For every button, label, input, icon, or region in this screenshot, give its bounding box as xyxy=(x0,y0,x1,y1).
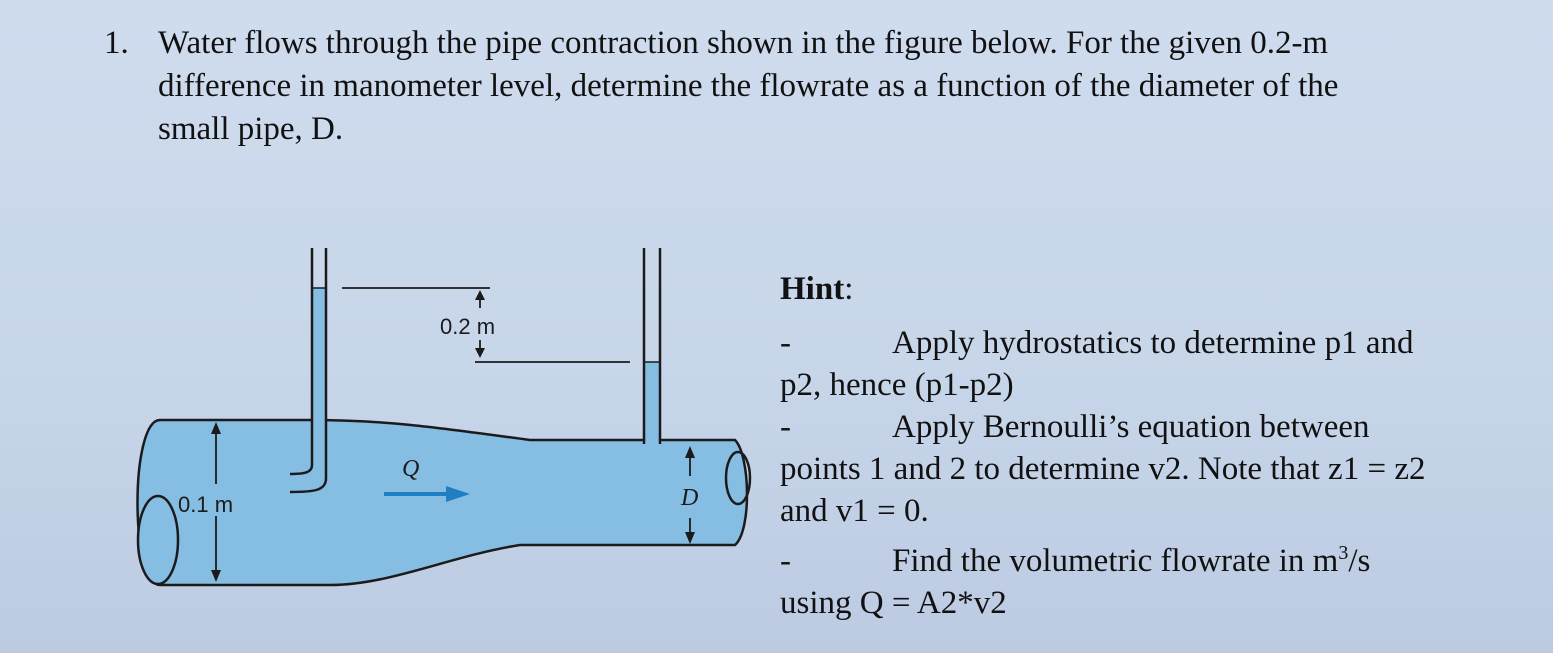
hint-text: /s xyxy=(1348,543,1371,579)
pipe-left-end xyxy=(138,496,178,584)
pipe-diagram xyxy=(130,240,770,600)
hint-colon: : xyxy=(844,271,854,307)
hint-item xyxy=(780,406,1520,532)
right-tube-water xyxy=(644,362,660,444)
hint-text: Apply Bernoulli’s equation between xyxy=(892,409,1370,445)
left-tube-water xyxy=(312,288,326,488)
hint-title-line xyxy=(780,268,1520,310)
small-diameter-label: D xyxy=(681,485,699,511)
pipe-contraction-figure xyxy=(130,240,770,600)
hint-text: and v1 = 0. xyxy=(780,493,929,529)
question-line: Water flows through the pipe contraction shown in the figure below. For the given 0.2-m xyxy=(158,25,1329,61)
hint-title: Hint xyxy=(780,271,845,307)
question-line: small pipe, D. xyxy=(158,111,344,147)
hint-text: using Q = A2*v2 xyxy=(780,585,1007,621)
question-line: difference in manometer level, determine the flowrate as a function of the diameter of the xyxy=(158,68,1339,104)
question-text xyxy=(158,22,1498,151)
hint-text: Find the volumetric flowrate in m xyxy=(892,543,1339,579)
hint-dash: - xyxy=(780,409,791,445)
hint-item xyxy=(780,322,1520,406)
hint-text: p2, hence (p1-p2) xyxy=(780,367,1014,403)
hint-superscript: 3 xyxy=(1338,542,1349,564)
hint-item xyxy=(780,532,1520,624)
hint-text: points 1 and 2 to determine v2. Note that z1 = z2 xyxy=(780,451,1426,487)
level-difference-label: 0.2 m xyxy=(440,314,496,339)
hint-dash: - xyxy=(780,543,791,579)
large-diameter-label: 0.1 m xyxy=(178,492,234,517)
hint-block xyxy=(780,268,1520,624)
hint-text: Apply hydrostatics to determine p1 and xyxy=(892,325,1414,361)
hint-dash: - xyxy=(780,325,791,361)
flow-label: Q xyxy=(402,456,420,482)
question-number: 1. xyxy=(104,25,129,61)
